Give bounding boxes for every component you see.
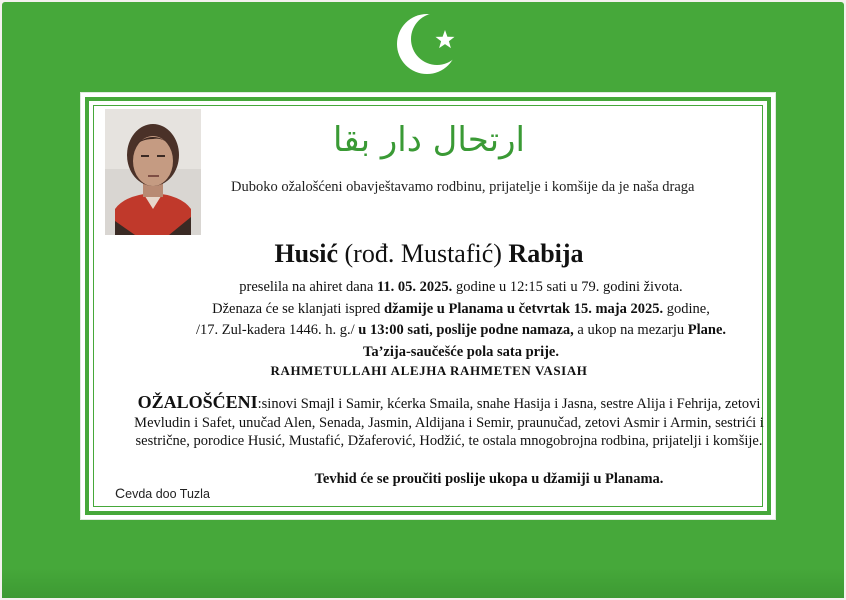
deceased-maiden-name: (rođ. Mustafić) xyxy=(344,239,502,268)
arabic-calligraphy-header xyxy=(333,107,525,167)
funeral-details xyxy=(171,277,751,363)
prayer-line: RAHMETULLAHI ALEJHA RAHMETEN VASIAH xyxy=(270,363,588,378)
sheet-bottom-edge xyxy=(2,568,844,598)
mourners-text: :sinovi Smajl i Samir, kćerka Smaila, snahe Hasija i Jasna, sestre Alija i Fehrija, zetovi Mevludin i Safet, unučad Alen, Senada, Jasmin, Aldijana i Semir, praunučad, zetovi Asmir i Armin, sestrići i sestrične, porodice Husić, Mustafić, Džaferović, Hodžić, te ostala mnogobrojna rodbina, prijatelji i komšije. xyxy=(134,396,764,449)
deceased-name xyxy=(81,239,777,269)
deceased-photo xyxy=(105,109,201,235)
notice-panel xyxy=(80,92,776,520)
svg-text:ارتحال دار بقا: ارتحال دار بقا xyxy=(333,120,525,160)
deceased-surname: Husić xyxy=(274,239,339,268)
mourners-heading: OŽALOŠĆENI xyxy=(137,392,258,412)
death-date-line: preselila na ahiret dana 11. 05. 2025. godine u 12:15 sati u 79. godini života. xyxy=(239,279,683,295)
mourners-list xyxy=(129,393,769,451)
tevhid-line: Tevhid će se proučiti poslije ukopa u džamiji u Planama. xyxy=(314,471,664,487)
condolence-line: Ta’zija-saučešće pola sata prije. xyxy=(363,343,559,360)
deceased-first-name: Rabija xyxy=(508,239,584,268)
publisher-logo-initial: C xyxy=(115,485,126,501)
obituary-sheet xyxy=(2,2,844,598)
janaza-line: Dženaza će se klanjati ispred džamije u Planama u četvrtak 15. maja 2025. godine, xyxy=(212,300,710,317)
intro-text: Duboko ožalošćeni obavještavamo rodbinu, prijatelje i komšije da je naša draga xyxy=(231,179,695,195)
burial-line: /17. Zul-kadera 1446. h. g./ u 13:00 sati, poslije podne namaza, a ukop na mezarju Plane. xyxy=(195,322,727,338)
publisher-name: evda doo Tuzla xyxy=(125,487,210,501)
crescent-star-icon xyxy=(394,12,464,78)
publisher-credit xyxy=(115,485,210,501)
